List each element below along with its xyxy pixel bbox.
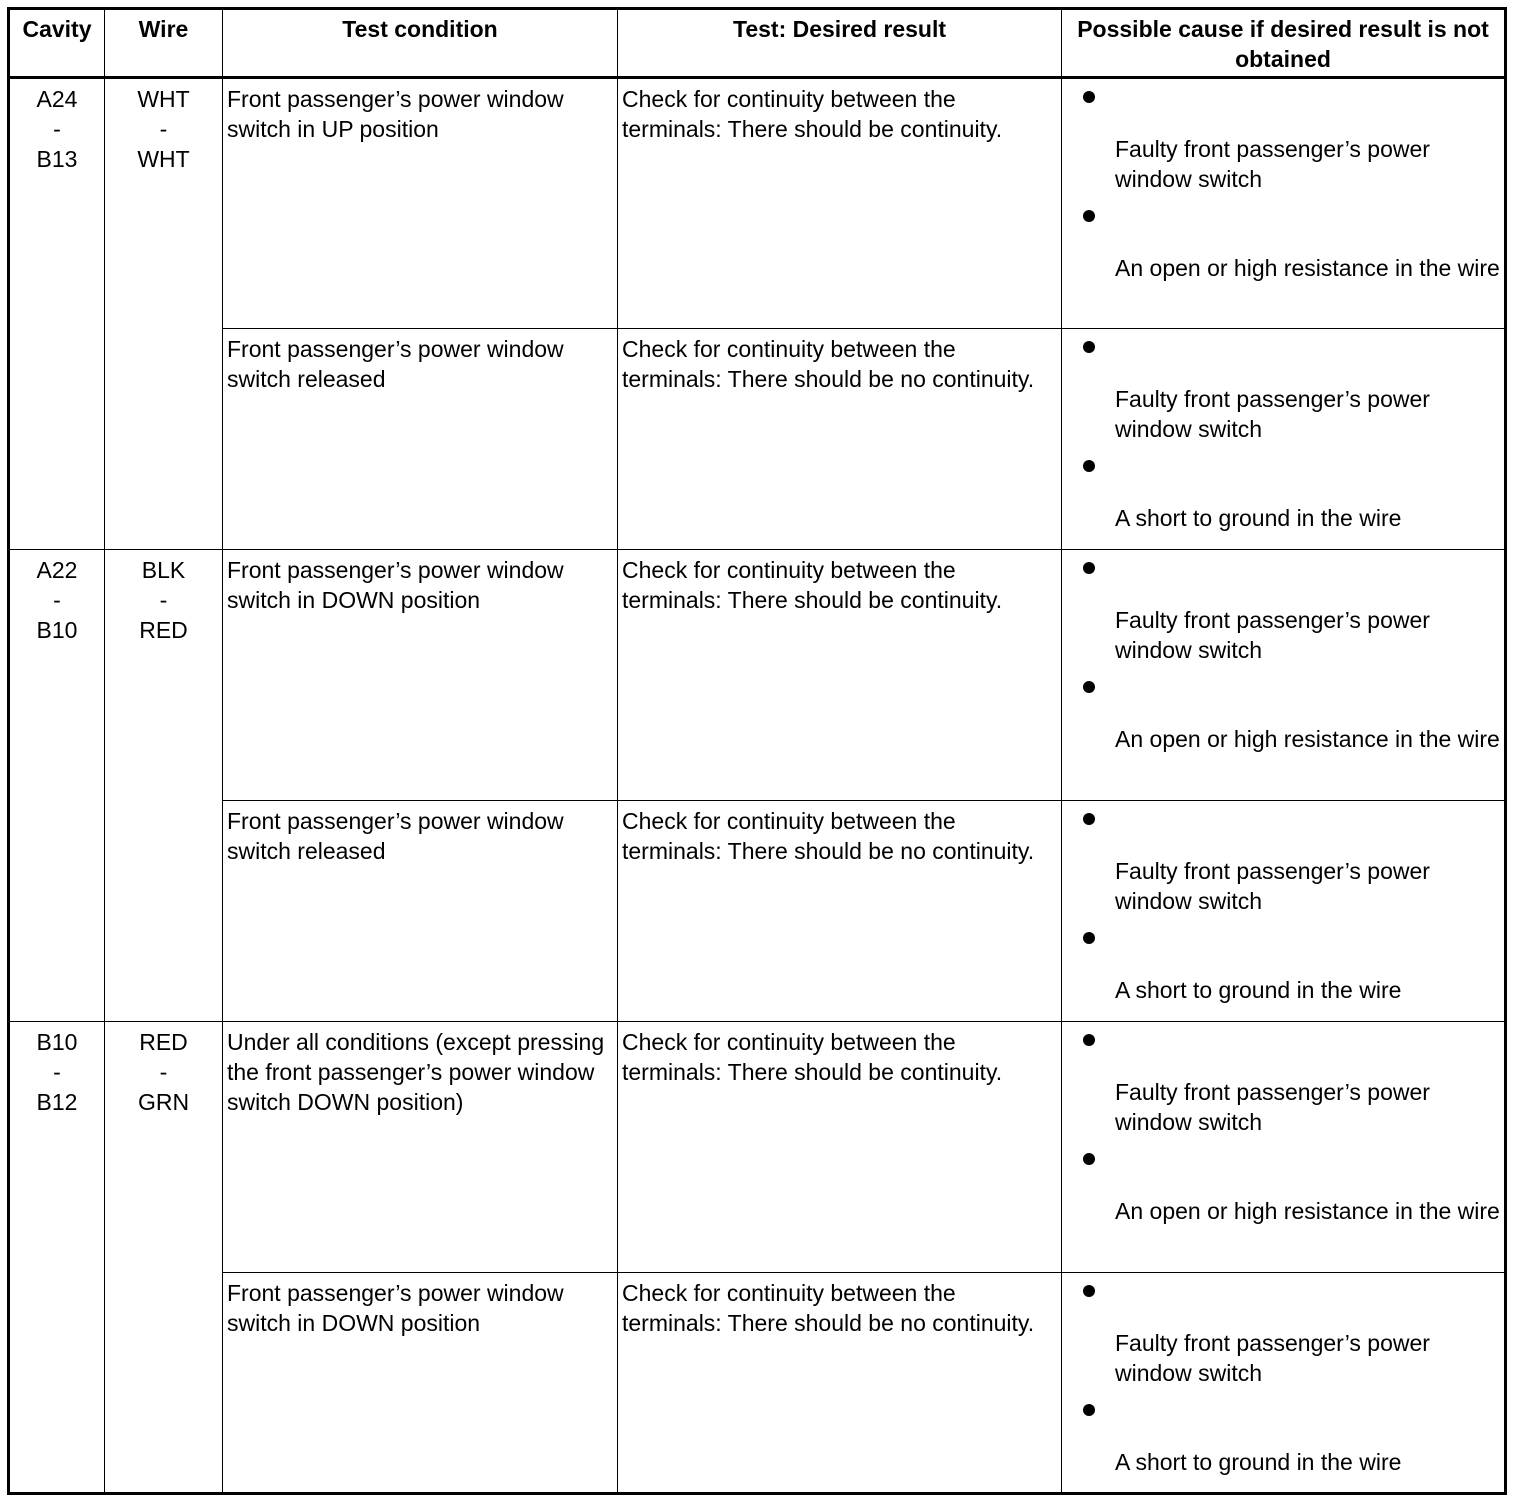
header-wire: Wire [105,9,223,78]
bullet-icon [1083,91,1095,103]
test-condition-cell: Front passenger’s power window switch released [223,801,618,1022]
header-desired-result: Test: Desired result [618,9,1062,78]
connector-test-table [7,7,1507,1495]
cause-item: An open or high resistance in the wire [1062,1141,1504,1230]
bullet-icon [1083,210,1095,222]
test-condition-cell: Front passenger’s power window switch released [223,329,618,550]
bullet-icon [1083,813,1095,825]
bullet-icon [1083,1034,1095,1046]
wire-to: WHT [137,146,190,172]
header-test-condition: Test condition [223,9,618,78]
cavity-separator: - [53,587,61,613]
cause-item: A short to ground in the wire [1062,1392,1504,1481]
bullet-icon [1083,1404,1095,1416]
test-condition-cell: Front passenger’s power window switch in DOWN position [223,550,618,801]
desired-result-cell: Check for continuity between the terminals: There should be continuity. [618,78,1062,329]
cause-item: Faulty front passenger’s power window switch [1062,801,1504,920]
cavity-separator: - [53,116,61,142]
cavity-to: B13 [36,146,78,172]
cause-item: Faulty front passenger’s power window switch [1062,1273,1504,1392]
bullet-icon [1083,460,1095,472]
possible-cause-cell [1062,1022,1506,1273]
cavity-from: A24 [36,86,78,112]
bullet-icon [1083,562,1095,574]
table-row [9,1273,1506,1494]
cavity-cell [9,550,105,1022]
table-row [9,801,1506,1022]
wire-from: WHT [137,86,190,112]
wire-cell [105,78,223,550]
test-condition-cell: Front passenger’s power window switch in UP position [223,78,618,329]
cavity-cell [9,1022,105,1494]
possible-cause-cell [1062,801,1506,1022]
cavity-from: B10 [36,1029,78,1055]
test-condition-cell: Under all conditions (except pressing the front passenger’s power window switch DOWN position) [223,1022,618,1273]
cause-item: Faulty front passenger’s power window switch [1062,329,1504,448]
cause-item: A short to ground in the wire [1062,920,1504,1009]
cause-item: Faulty front passenger’s power window switch [1062,79,1504,198]
cavity-to: B12 [36,1089,78,1115]
table-row [9,78,1506,329]
desired-result-cell: Check for continuity between the terminals: There should be continuity. [618,550,1062,801]
cause-item: An open or high resistance in the wire [1062,198,1504,287]
desired-result-cell: Check for continuity between the terminals: There should be no continuity. [618,1273,1062,1494]
header-possible-cause: Possible cause if desired result is not obtained [1062,9,1506,78]
possible-cause-cell [1062,550,1506,801]
wire-cell [105,550,223,1022]
desired-result-cell: Check for continuity between the terminals: There should be continuity. [618,1022,1062,1273]
desired-result-cell: Check for continuity between the terminals: There should be no continuity. [618,329,1062,550]
wire-to: GRN [137,1089,190,1115]
cause-item: An open or high resistance in the wire [1062,669,1504,758]
possible-cause-cell [1062,1273,1506,1494]
table-row [9,1022,1506,1273]
cavity-from: A22 [36,557,78,583]
wire-from: RED [139,1029,188,1055]
table-row [9,550,1506,801]
bullet-icon [1083,681,1095,693]
bullet-icon [1083,341,1095,353]
possible-cause-cell [1062,78,1506,329]
header-cavity: Cavity [9,9,105,78]
header-row [9,9,1506,78]
possible-cause-cell [1062,329,1506,550]
test-condition-cell: Front passenger’s power window switch in DOWN position [223,1273,618,1494]
desired-result-cell: Check for continuity between the terminals: There should be no continuity. [618,801,1062,1022]
cavity-separator: - [53,1059,61,1085]
bullet-icon [1083,1285,1095,1297]
cause-item: Faulty front passenger’s power window switch [1062,550,1504,669]
cause-item: Faulty front passenger’s power window switch [1062,1022,1504,1141]
cavity-to: B10 [36,617,78,643]
wire-separator: - [159,1059,168,1085]
bullet-icon [1083,1153,1095,1165]
wire-separator: - [159,587,168,613]
table-row [9,329,1506,550]
wire-separator: - [159,116,168,142]
cause-item: A short to ground in the wire [1062,448,1504,537]
wire-from: BLK [141,557,186,583]
bullet-icon [1083,932,1095,944]
cavity-cell [9,78,105,550]
wire-cell [105,1022,223,1494]
wire-to: RED [139,617,188,643]
